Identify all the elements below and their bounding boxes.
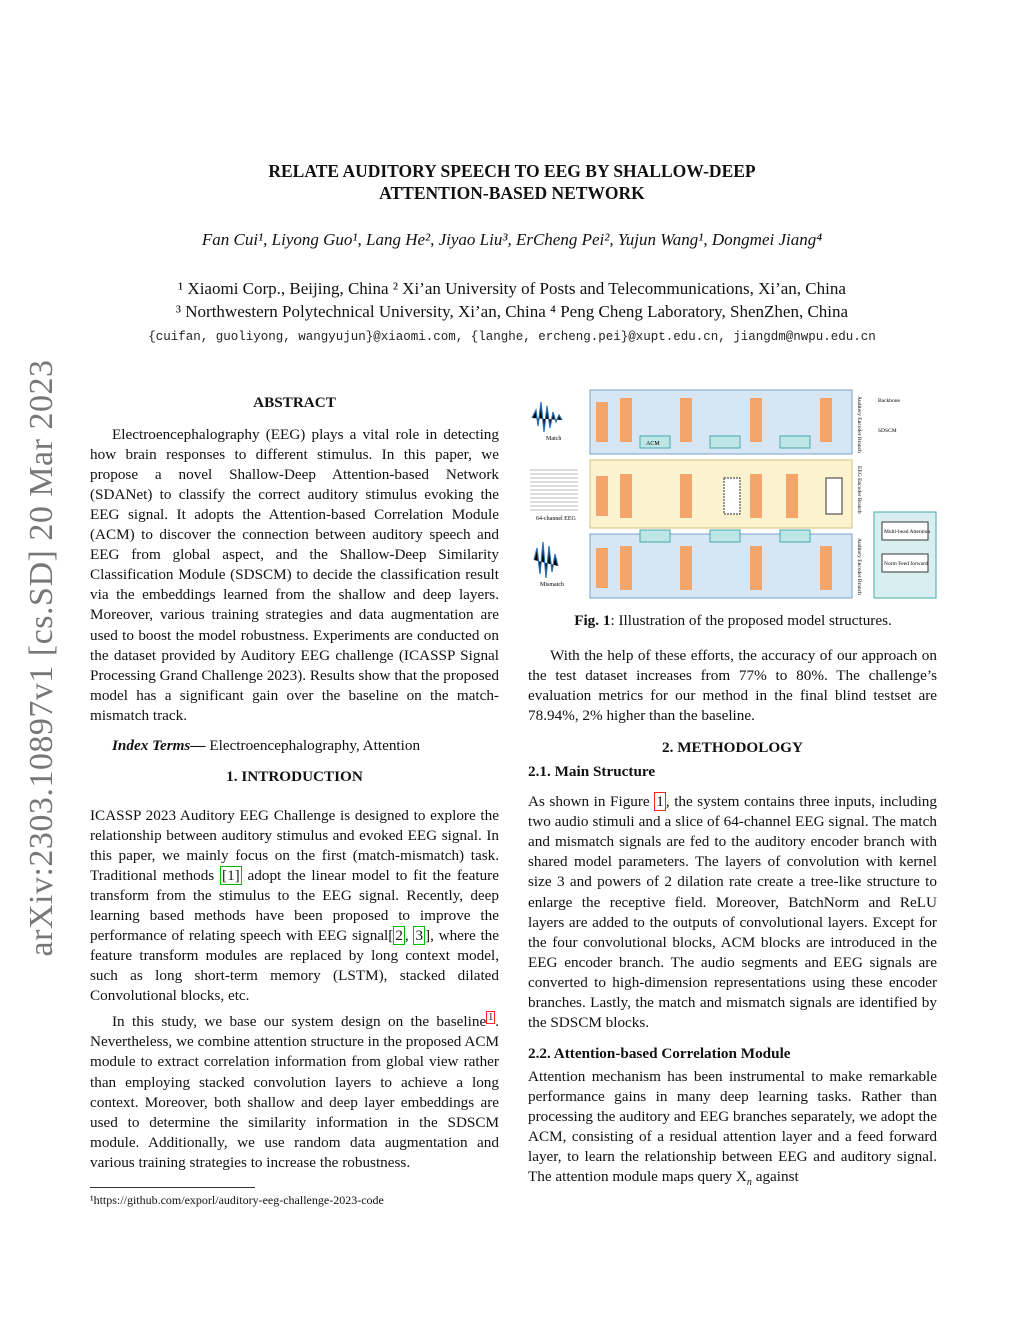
citation-3[interactable]: 3 xyxy=(415,927,424,945)
right-column xyxy=(528,646,937,1193)
affiliation-line-2: ³ Northwestern Polytechnical University, Xi’an, China ⁴ Peng Cheng Laboratory, ShenZhen, China xyxy=(175,302,849,321)
paper-title: RELATE AUDITORY SPEECH TO EEG BY SHALLOW-DEEP ATTENTION-BASED NETWORK xyxy=(268,161,756,203)
main-structure-paragraph: As shown in Figure 1 , the system contains three inputs, including two audio stimuli and a slice of 64-channel EEG signal. The match and mismatch signals are fed to the auditory encoder branch with shared model parameters. The layers of convolution with kernel size 3 and powers of 2 dilation rate create a tree-like structure to enlarge the receptive field. Moreover, BatchNorm and ReLU layers are added to the outputs of convolutional layers. Except for the four convolutional blocks, ACM blocks are introduced in the EEG encoder branch. The audio segments and EEG signals are converted to high-dimension representations using these encoder branches. Lastly, the match and mismatch signals are identified by the SDSCM blocks. xyxy=(528,793,937,1031)
abstract-heading: ABSTRACT xyxy=(253,394,336,411)
legend-backbone: Backbone xyxy=(878,398,900,404)
sdscm-block-1 xyxy=(724,478,740,514)
proprocess-block xyxy=(596,476,608,516)
abstract-text: Electroencephalography (EEG) plays a vital role in detecting how brain responses to different stimulus. In this paper, we propose a novel Shallow-Deep Attention-based Network (SDANet) to classify the correct auditory stimulus evoking the EEG signal. It adopts the Attention-based Correlation Module (ACM) to discover the connection between auditory speech and EEG from global aspect, and the Shallow-Deep Similarity Classification Module (SDSCM) to decide the classification result via the embeddings learned from the shallow and deep layers. Moreover, various training strategies and data augmentation are used to boost the model robustness. Experiments are conducted on the dataset provided by Auditory EEG challenge (ICASSP Signal Processing Grand Challenge 2023). Results show that the proposed model has a significant gain over the baseline on the match-mismatch track. xyxy=(90,426,499,724)
subsection-2-1: 2.1. Main Structure xyxy=(528,763,656,781)
intro-paragraph-1: ICASSP 2023 Auditory EEG Challenge is designed to explore the relationship between auditory stimulus and evoked EEG signal. In this paper, we mainly focus on the first (match-mismatch) task. Traditional methods [1] adopt the linear model to fit the feature transform from the stimulus to the EEG signal. Recently, deep learning based methods have been proposed to improve the performance of relating speech with EEG signal[ 2 , 3 ], where the feature transform modules are replaced by long context model, such as long short-term memory (LSTM), stacked dilated Convolutional blocks, etc. xyxy=(90,806,499,1005)
methodology-heading: 2. METHODOLOGY xyxy=(662,739,803,757)
right-intro-paragraph: With the help of these efforts, the accuracy of our approach on the test dataset increases from 77% to 80%. The challenge’s evaluation metrics for our method in the final blind testset are 78.94%, 2% higher than the baseline. xyxy=(528,647,937,725)
figure-ref[interactable]: 1 xyxy=(656,793,664,811)
citation-2[interactable]: 2 xyxy=(395,927,403,945)
figure-1 xyxy=(528,388,938,606)
mismatch-label: Mismatch xyxy=(540,582,564,588)
eeg-lines-icon xyxy=(530,470,578,510)
model-diagram xyxy=(528,388,938,606)
left-column xyxy=(90,393,499,1173)
acm-paragraph: Attention mechanism has been instrumental to make remarkable performance gains in many deep learning tasks. Rather than processing the auditory and EEG branches separately, we adopt the ACM, consisting of a residual attention layer and a feed forward layer, to learn the relationship between EEG and auditory signal. The attention module maps query $X_n$ against xyxy=(528,1067,937,1189)
footnote-mark[interactable]: 1 xyxy=(488,1012,494,1024)
intro-paragraph-2: In this study, we base our system design on the baseline $^1$ . Nevertheless, we combine attention structure in the proposed ACM module to extract correlation information from global view rather than employing stacked convolution layers to achieve a long context. Moreover, both shallow and deep layer embeddings are used to determine the similarity information in the SDSCM module. Additionally, we use random data augmentation and various training strategies to increase the robustness. xyxy=(90,1012,499,1171)
legend-mha: Multi-head Attention xyxy=(884,529,931,535)
footnote: ¹https://github.com/exporl/auditory-eeg-challenge-2023-code xyxy=(90,1193,384,1207)
legend-sdscm: SDSCM xyxy=(878,428,897,434)
timedelay-top xyxy=(596,402,608,442)
subsection-2-2: 2.2. Attention-based Correlation Module xyxy=(528,1044,791,1062)
match-label: Match xyxy=(546,436,562,442)
footnote-rule xyxy=(90,1187,255,1188)
emails: {cuifan, guoliyong, wangyujun}@xiaomi.com, {langhe, ercheng.pei}@xupt.edu.cn, jiangdm@nwpu.edu.cn xyxy=(148,330,876,344)
authors: Fan Cui¹, Liyong Guo¹, Lang He², Jiyao Liu³, ErCheng Pei², Yujun Wang¹, Dongmei Jiang⁴ xyxy=(201,230,823,249)
eeg-label: 64-channel EEG xyxy=(536,516,576,522)
branch-top-label: Auditory Encoder Branch xyxy=(856,396,862,453)
timedelay-bottom xyxy=(596,548,608,588)
arxiv-id: arXiv:2303.10897v1 [cs.SD] 20 Mar 2023 xyxy=(23,359,60,957)
citation-1[interactable]: [1] xyxy=(222,866,240,884)
branch-mid-label: EEG Encoder Branch xyxy=(856,466,862,514)
intro-heading: 1. INTRODUCTION xyxy=(226,767,363,785)
index-terms: Index Terms— Electroencephalography, Attention xyxy=(112,736,421,754)
branch-bot-label: Auditory Encoder Branch xyxy=(856,538,862,595)
mismatch-waveform-icon xyxy=(534,542,558,578)
affiliation-line-1: ¹ Xiaomi Corp., Beijing, China ² Xi’an University of Posts and Telecommunications, Xi’an, China xyxy=(178,279,846,298)
acm-label: ACM xyxy=(646,441,660,447)
legend-norm: Norm Feed forward xyxy=(884,561,928,567)
arxiv-sidebar xyxy=(18,348,66,968)
sdscm-block-2 xyxy=(826,478,842,514)
figure-caption: Fig. 1: Illustration of the proposed model structures. xyxy=(574,612,892,629)
match-waveform-icon xyxy=(532,402,562,432)
